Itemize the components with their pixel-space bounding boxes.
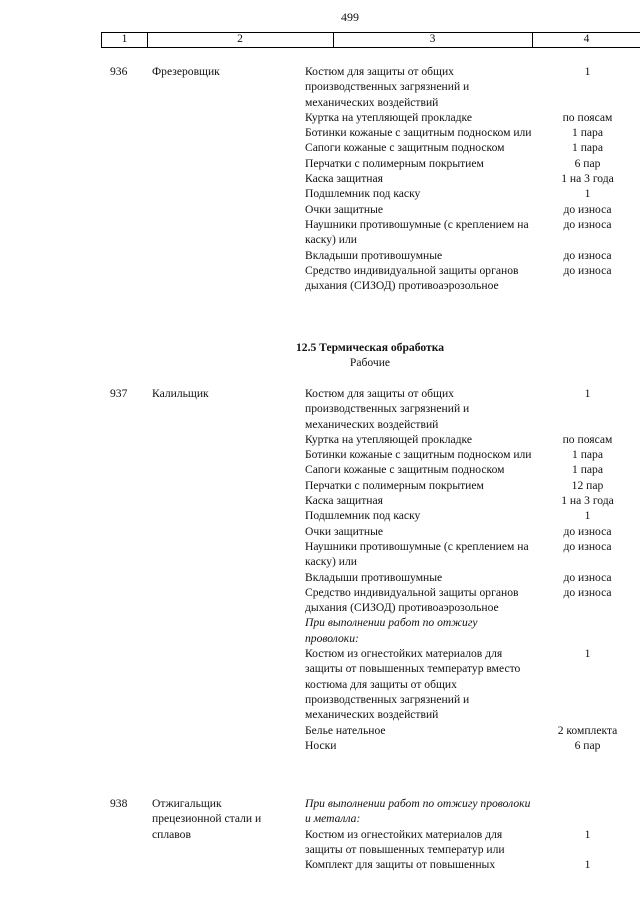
section-title: 12.5 Термическая обработка	[295, 341, 445, 354]
ppe-item-name: Средство индивидуальной защиты органов дыхания (СИЗОД) противоаэрозольное	[305, 585, 519, 615]
ppe-item	[305, 585, 640, 616]
ppe-item	[305, 462, 640, 477]
ppe-item	[305, 646, 640, 722]
ppe-item-quantity: до износа	[563, 217, 612, 231]
ppe-item	[305, 125, 640, 140]
ppe-item	[305, 827, 640, 858]
ppe-item-quantity: 1 пара	[572, 141, 603, 155]
section-subtitle: Рабочие	[349, 356, 391, 370]
ppe-item-name: Куртка на утепляющей прокладке	[305, 432, 473, 446]
ppe-item	[305, 186, 640, 201]
ppe-item-name: Сапоги кожаные с защитным подноском	[305, 141, 505, 155]
ppe-item-name: Перчатки с полимерным покрытием	[305, 478, 484, 492]
ppe-item-quantity: 1	[584, 509, 591, 523]
ppe-item-quantity: 1 на 3 года	[561, 172, 614, 186]
ppe-item-quantity: 1	[584, 65, 591, 78]
ppe-item-quantity: 1	[584, 187, 591, 201]
ppe-item-quantity: 1	[584, 827, 591, 841]
ppe-item-quantity: 1	[584, 858, 591, 872]
ppe-item-quantity: 1 пара	[572, 126, 603, 140]
ppe-item-name: Костюм из огнестойких материалов для защиты от повышенных температур вместо костюма для защиты от общих производственных загрязнений и механических воздействий	[305, 647, 521, 722]
ppe-item-name: Средство индивидуальной защиты органов дыхания (СИЗОД) противоаэрозольное	[305, 263, 519, 293]
table-header	[101, 32, 640, 48]
ppe-item-quantity: до износа	[563, 202, 612, 216]
ppe-item-name: Очки защитные	[305, 524, 384, 538]
entry-number: 938	[110, 797, 128, 810]
ppe-item-name: Ботинки кожаные с защитным подноском или	[305, 126, 532, 140]
ppe-item	[305, 386, 640, 432]
ppe-item-name: Костюм для защиты от общих производственных загрязнений и механических воздействий	[305, 65, 470, 109]
ppe-item-name: Вкладыши противошумные	[305, 248, 443, 262]
ppe-item-name: Подшлемник под каску	[305, 187, 421, 201]
ppe-item	[305, 493, 640, 508]
ppe-item-quantity: 12 пар	[571, 478, 604, 492]
ppe-item-quantity: по поясам	[562, 432, 613, 446]
ppe-item	[305, 447, 640, 462]
ppe-item-name: Ботинки кожаные с защитным подноском или	[305, 448, 532, 462]
ppe-item-name: При выполнении работ по отжигу проволоки:	[305, 616, 478, 645]
ppe-item-list	[305, 796, 640, 872]
ppe-item	[305, 738, 640, 753]
ppe-item-quantity: 1	[584, 647, 591, 661]
ppe-item	[305, 723, 640, 738]
ppe-item-name: Вкладыши противошумные	[305, 570, 443, 584]
ppe-item	[305, 217, 640, 248]
ppe-item-quantity: по поясам	[562, 110, 613, 124]
column-header-3: 3	[429, 33, 436, 45]
ppe-item-name: Наушники противошумные (с креплением на каску) или	[305, 539, 529, 569]
ppe-item-name: При выполнении работ по отжигу проволоки и металла:	[305, 797, 531, 826]
column-header-2: 2	[237, 33, 243, 45]
ppe-item-quantity: до износа	[563, 524, 612, 538]
ppe-item-name: Белье нательное	[305, 723, 386, 737]
ppe-item-list	[305, 64, 640, 293]
ppe-item-quantity: 6 пар	[574, 738, 601, 752]
ppe-item	[305, 110, 640, 125]
entry-number: 936	[110, 65, 128, 78]
ppe-item-name: Сапоги кожаные с защитным подноском	[305, 463, 505, 477]
ppe-item-name: Перчатки с полимерным покрытием	[305, 156, 484, 170]
ppe-item-name: Каска защитная	[305, 172, 383, 186]
ppe-item-name: Костюм из огнестойких материалов для защиты от повышенных температур или	[305, 827, 505, 856]
ppe-item-quantity: 1 пара	[572, 463, 603, 477]
column-header-1: 1	[121, 33, 128, 45]
ppe-item	[305, 539, 640, 570]
column-header-4: 4	[583, 33, 590, 45]
ppe-item-quantity: 6 пар	[574, 156, 601, 170]
ppe-item-quantity: 1 на 3 года	[561, 494, 614, 508]
ppe-item	[305, 263, 640, 294]
ppe-item-name: Костюм для защиты от общих производственных загрязнений и механических воздействий	[305, 387, 470, 431]
ppe-condition-note	[305, 796, 640, 827]
ppe-item-quantity: до износа	[563, 263, 612, 277]
profession-name: Фрезеровщик	[152, 65, 220, 78]
ppe-item-name: Носки	[305, 738, 337, 752]
profession-name: Калильщик	[152, 387, 209, 400]
ppe-item	[305, 524, 640, 539]
ppe-item-quantity: 2 комплекта	[557, 723, 618, 737]
entry-number: 937	[110, 387, 128, 400]
ppe-item-quantity: 1	[584, 387, 591, 400]
ppe-item	[305, 171, 640, 186]
page-number: 499	[341, 10, 359, 24]
ppe-item-name: Куртка на утепляющей прокладке	[305, 110, 473, 124]
ppe-item-list	[305, 386, 640, 753]
ppe-item-name: Очки защитные	[305, 202, 384, 216]
ppe-item-quantity: до износа	[563, 248, 612, 262]
ppe-item	[305, 432, 640, 447]
ppe-item-name: Каска защитная	[305, 494, 383, 508]
ppe-condition-note	[305, 615, 640, 646]
ppe-item-quantity: до износа	[563, 539, 612, 553]
ppe-item	[305, 570, 640, 585]
ppe-item-quantity: до износа	[563, 570, 612, 584]
ppe-item	[305, 202, 640, 217]
ppe-item	[305, 857, 640, 872]
ppe-item-name: Подшлемник под каску	[305, 509, 421, 523]
ppe-item	[305, 248, 640, 263]
ppe-item-quantity: 1 пара	[572, 448, 603, 462]
ppe-item	[305, 156, 640, 171]
ppe-item	[305, 140, 640, 155]
profession-name: Отжигальщик прецезионной стали и сплавов	[152, 797, 262, 841]
section-heading	[0, 340, 640, 371]
ppe-item-name: Наушники противошумные (с креплением на каску) или	[305, 217, 529, 247]
ppe-item	[305, 478, 640, 493]
ppe-item-name: Комплект для защиты от повышенных	[305, 858, 496, 872]
ppe-item	[305, 64, 640, 110]
ppe-item	[305, 508, 640, 523]
ppe-item-quantity: до износа	[563, 585, 612, 599]
